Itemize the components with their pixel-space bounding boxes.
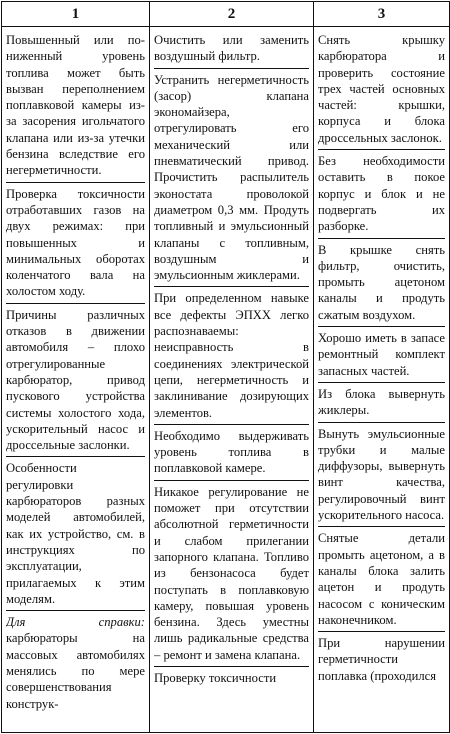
col2-paragraph: При определенном навыке все дефекты ЭПХХ легко распознаваемы: неисправность в соединениях электрической цепи, негерметичность и заклинивание дозирующих элементов. <box>154 290 309 424</box>
col3-paragraph: Снятые детали промыть ацетоном, а в каналы блока залить ацетон и продуть насосом с коническим наконечником. <box>318 530 445 632</box>
col1-paragraph: Повышенный или пониженный уровень топлива может быть вызван переполнением поплавковой камеры из-за засорения игольчатого клапана или из-за утечки бензина вследствие его негерметичности. <box>6 32 145 183</box>
col2-paragraph: Никакое регулирование не поможет при отсутствии абсолютной герметичности и слабом прилегании запорного клапана. Топливо из бензонасоса будет поступать в поплавковую камеру, повышая уровень бензина. Здесь уместны лишь радикальные средства – ремонт и замена клапана. <box>154 484 309 667</box>
col3-paragraph: Из блока вывернуть жиклеры. <box>318 386 445 423</box>
table-body-row <box>2 27 450 733</box>
column-3-cell <box>314 27 450 733</box>
column-2-cell <box>150 27 314 733</box>
reference-note-text: карбюраторы на массовых автомобилях менялись по мере совершенствования конструк- <box>6 631 145 711</box>
column-1-cell <box>2 27 150 733</box>
reference-note-label: Для справки: <box>6 615 145 630</box>
col1-reference-note <box>6 614 145 715</box>
troubleshooting-table <box>1 1 450 733</box>
col1-paragraph: Особенности регулировки карбюраторов разных моделей автомобилей, как их устройство, см. в инструкциях по эксплуатации, прилагаемых к этим моделям. <box>6 460 145 611</box>
col2-paragraph: Очистить или заменить воздушный фильтр. <box>154 32 309 69</box>
col3-paragraph: При нарушении герметичности поплавка (проходился <box>318 636 445 683</box>
col1-paragraph: Проверка токсичности отработавших газов на двух режимах: при повышенных и минимальных оборотах коленчатого вала на холостом ходу. <box>6 186 145 304</box>
col3-paragraph: Хорошо иметь в запасе ремонтный комплект запасных частей. <box>318 330 445 383</box>
column-header-2: 2 <box>150 2 314 27</box>
table-header-row <box>2 2 450 27</box>
column-header-3: 3 <box>314 2 450 27</box>
col3-paragraph: Без необходимости оставить в покое корпус и блок и не подвергать их разборке. <box>318 153 445 238</box>
col3-paragraph: Вынуть эмульсионные трубки и малые диффузоры, вывернуть винт качества, регулировочный винт ускорительного насоса. <box>318 426 445 528</box>
col2-paragraph: Проверку токсичности <box>154 670 277 685</box>
col2-paragraph: Необходимо выдерживать уровень топлива в поплавковой камере. <box>154 428 309 481</box>
col3-paragraph: В крышке снять фильтр, очистить, промыть ацетоном каналы и продуть сжатым воздухом. <box>318 242 445 327</box>
col3-paragraph: Снять крышку карбюратора и проверить состояние трех частей основных частей: крышки, корпуса и блока дроссельных заслонок. <box>318 32 445 150</box>
column-header-1: 1 <box>2 2 150 27</box>
col2-paragraph: Устранить негерметичность (засор) клапана экономайзера, отрегулировать его механический или пневматический привод. Прочистить распылитель эконостата проволокой диаметром 0,3 мм. Продуть топливный и эмульсионный клапаны с топливным, воздушным и эмульсионным жиклерами. <box>154 72 309 288</box>
col1-paragraph: Причины различных отказов в движении автомобиля – плохо отрегулированные карбюратор, привод пускового устройства системы холостого хода, ускорительный насос и дроссельные заслонки. <box>6 307 145 458</box>
